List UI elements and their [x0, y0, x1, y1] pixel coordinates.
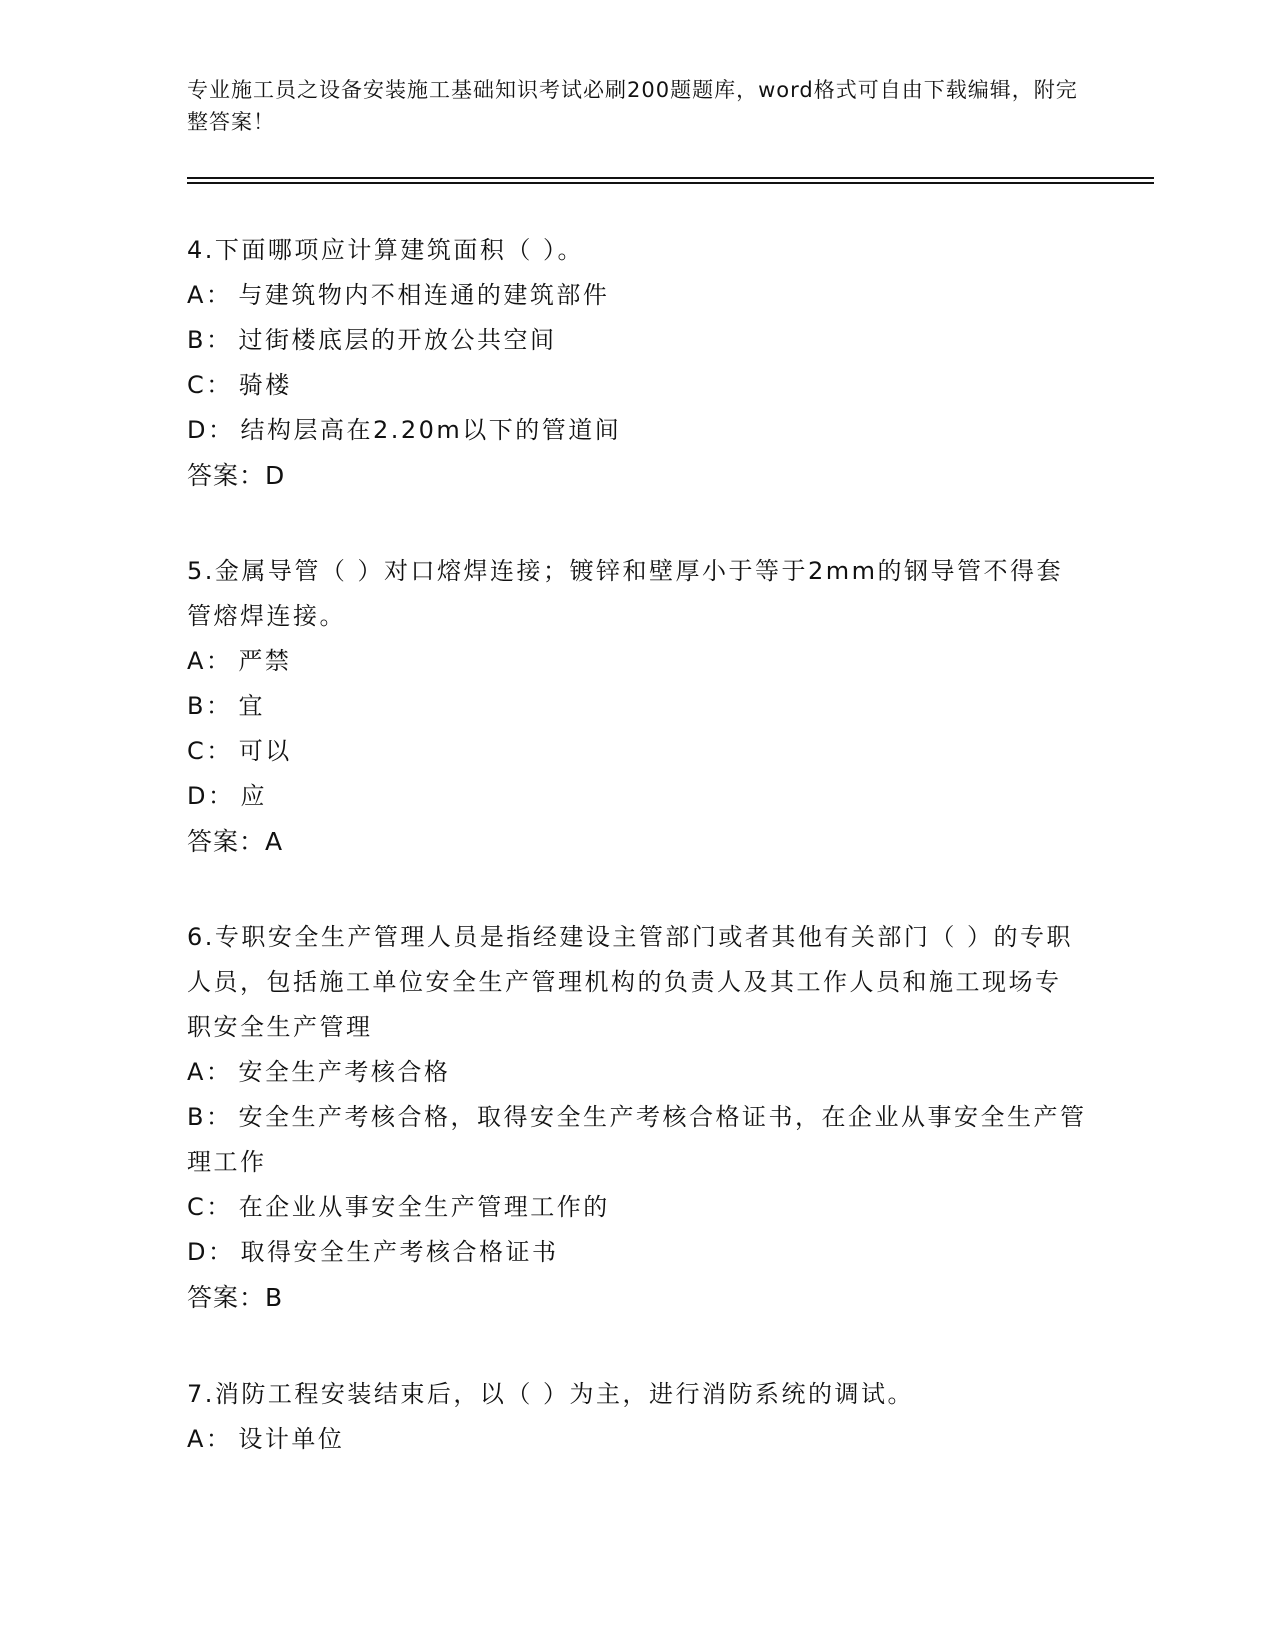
answer-value: D — [265, 461, 286, 490]
answer-line: 答案：D — [187, 461, 286, 490]
option-c: C： 在企业从事安全生产管理工作的 — [187, 1193, 610, 1221]
question-7 — [187, 1372, 1087, 1462]
option-d: D： 取得安全生产考核合格证书 — [187, 1238, 559, 1266]
question-stem: 7.消防工程安装结束后，以（ ）为主，进行消防系统的调试。 — [187, 1380, 915, 1408]
option-a: A： 设计单位 — [187, 1425, 345, 1453]
question-stem: 5.金属导管（ ）对口熔焊连接；镀锌和壁厚小于等于2mm的钢导管不得套管熔焊连接。 — [187, 557, 1064, 630]
answer-line: 答案：A — [187, 827, 284, 856]
option-c: C： 可以 — [187, 737, 292, 765]
answer-value: A — [265, 827, 284, 856]
question-stem: 4.下面哪项应计算建筑面积（ ）。 — [187, 236, 585, 264]
answer-line: 答案：B — [187, 1283, 284, 1312]
question-4 — [187, 228, 1087, 498]
option-d: D： 应 — [187, 782, 267, 810]
header-divider-bottom — [187, 182, 1154, 184]
answer-value: B — [265, 1283, 284, 1312]
document-header: 专业施工员之设备安装施工基础知识考试必刷200题题库，word格式可自由下载编辑，附完整答案！ — [187, 78, 1078, 134]
option-d: D： 结构层高在2.20m以下的管道间 — [187, 416, 622, 444]
option-a: A： 安全生产考核合格 — [187, 1058, 451, 1086]
option-b: B： 过街楼底层的开放公共空间 — [187, 326, 557, 354]
option-b: B： 安全生产考核合格，取得安全生产考核合格证书，在企业从事安全生产管理工作 — [187, 1103, 1087, 1176]
option-a: A： 与建筑物内不相连通的建筑部件 — [187, 281, 610, 309]
question-stem: 6.专职安全生产管理人员是指经建设主管部门或者其他有关部门（ ）的专职人员，包括施工单位安全生产管理机构的负责人及其工作人员和施工现场专职安全生产管理 — [187, 923, 1074, 1041]
header-divider-top — [187, 177, 1154, 179]
question-6 — [187, 915, 1087, 1320]
option-c: C： 骑楼 — [187, 371, 292, 399]
option-a: A： 严禁 — [187, 647, 292, 675]
question-5 — [187, 549, 1087, 864]
option-b: B： 宜 — [187, 692, 265, 720]
